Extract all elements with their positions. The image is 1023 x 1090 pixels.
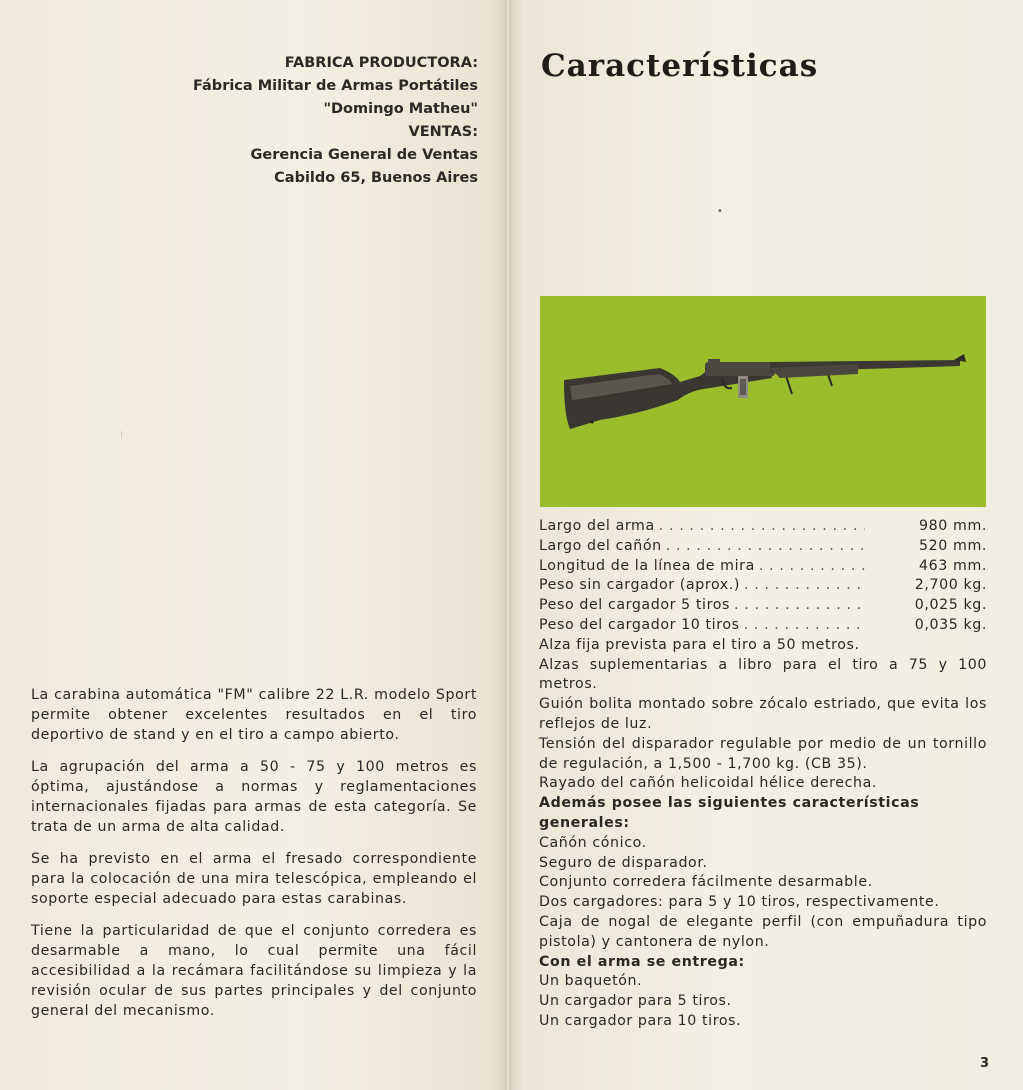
producer-block — [58, 52, 478, 190]
general-item: Caja de nogal de elegante perfil (con empuñadura tipo pistola) y cantonera de nylon. — [539, 913, 987, 950]
intro-paragraph: Se ha previsto en el arma el fresado correspondiente para la colocación de una mira telescópica, empleando el soporte especial adecuado para estas carabinas. — [31, 851, 477, 907]
spec-label: Peso del cargador 10 tiros — [539, 616, 740, 633]
page-number: 3 — [980, 1056, 990, 1071]
paper-speck: • — [717, 206, 723, 217]
spec-label: Peso sin cargador (aprox.) — [539, 577, 741, 594]
spec-row — [539, 576, 987, 596]
producer-subname: "Domingo Matheu" — [323, 101, 478, 117]
specs-list — [539, 517, 987, 1032]
delivery-item: Un cargador para 5 tiros. — [539, 993, 732, 1010]
sales-heading: VENTAS: — [408, 124, 478, 140]
general-heading: Además posee las siguientes características generales: — [539, 795, 920, 831]
intro-paragraph: Tiene la particularidad de que el conjunto corredera es desarmable a mano, lo cual permite una fácil accesibilidad a la recámara facilitándose su limpieza y la revisión ocular de sus partes principales y del conjunto general del mecanismo. — [31, 923, 477, 1019]
spec-row — [539, 537, 987, 557]
spec-value: 2,700 kg. — [914, 577, 987, 594]
sales-name: Gerencia General de Ventas — [250, 147, 478, 163]
intro-paragraph: La carabina automática "FM" calibre 22 L.R. modelo Sport permite obtener excelentes resultados en el tiro deportivo de stand y en el tiro a campo abierto. — [31, 687, 477, 743]
spec-label: Largo del arma — [539, 518, 655, 534]
dot-leader — [755, 557, 865, 577]
spec-value: 0,025 kg. — [914, 597, 987, 614]
dot-leader — [740, 576, 865, 596]
page-title: Características — [541, 48, 819, 84]
delivery-item: Un cargador para 10 tiros. — [539, 1012, 742, 1029]
spec-value: 980 mm. — [919, 518, 987, 534]
dot-leader — [730, 596, 865, 616]
general-item: Conjunto corredera fácilmente desarmable. — [539, 874, 873, 891]
rifle-photo — [540, 296, 986, 507]
rifle-icon — [540, 296, 986, 507]
spec-label: Largo del cañón — [539, 537, 662, 554]
general-item: Seguro de disparador. — [539, 854, 708, 871]
delivery-item: Un baquetón. — [539, 973, 643, 990]
detail-line: Alzas suplementarias a libro para el tiro a 75 y 100 metros. — [539, 656, 987, 693]
producer-name: Fábrica Militar de Armas Portátiles — [192, 78, 478, 94]
dot-leader — [662, 537, 865, 557]
dot-leader — [740, 616, 865, 636]
detail-line: Rayado del cañón helicoidal hélice derecha. — [539, 775, 877, 792]
dot-leader — [655, 517, 865, 537]
spec-value: 520 mm. — [919, 537, 987, 554]
detail-line: Alza fija prevista para el tiro a 50 metros. — [539, 636, 860, 653]
spec-value: 463 mm. — [919, 557, 987, 574]
producer-heading: FABRICA PRODUCTORA: — [284, 55, 478, 71]
spec-row — [539, 616, 987, 636]
book-spine — [505, 0, 511, 1090]
spec-label: Peso del cargador 5 tiros — [539, 597, 730, 614]
delivery-heading: Con el arma se entrega: — [539, 953, 745, 970]
intro-paragraph: La agrupación del arma a 50 - 75 y 100 metros es óptima, ajustándose a normas y reglamentaciones internacionales fijadas para armas de esta categoría. Se trata de un arma de alta calidad. — [31, 759, 477, 835]
general-item: Cañón cónico. — [539, 834, 647, 851]
general-item: Dos cargadores: para 5 y 10 tiros, respectivamente. — [539, 894, 940, 911]
spec-label: Longitud de la línea de mira — [539, 557, 755, 574]
intro-text — [31, 685, 477, 1033]
sales-address: Cabildo 65, Buenos Aires — [274, 170, 478, 186]
detail-line: Guión bolita montado sobre zócalo estriado, que evita los reflejos de luz. — [539, 696, 987, 732]
paper-speck: ⁝ — [120, 430, 124, 441]
spec-row — [539, 517, 987, 537]
spec-row — [539, 557, 987, 577]
spec-value: 0,035 kg. — [914, 616, 987, 633]
spec-row — [539, 596, 987, 616]
detail-line: Tensión del disparador regulable por medio de un tornillo de regulación, a 1,500 - 1,700 kg. (CB 35). — [539, 735, 987, 772]
